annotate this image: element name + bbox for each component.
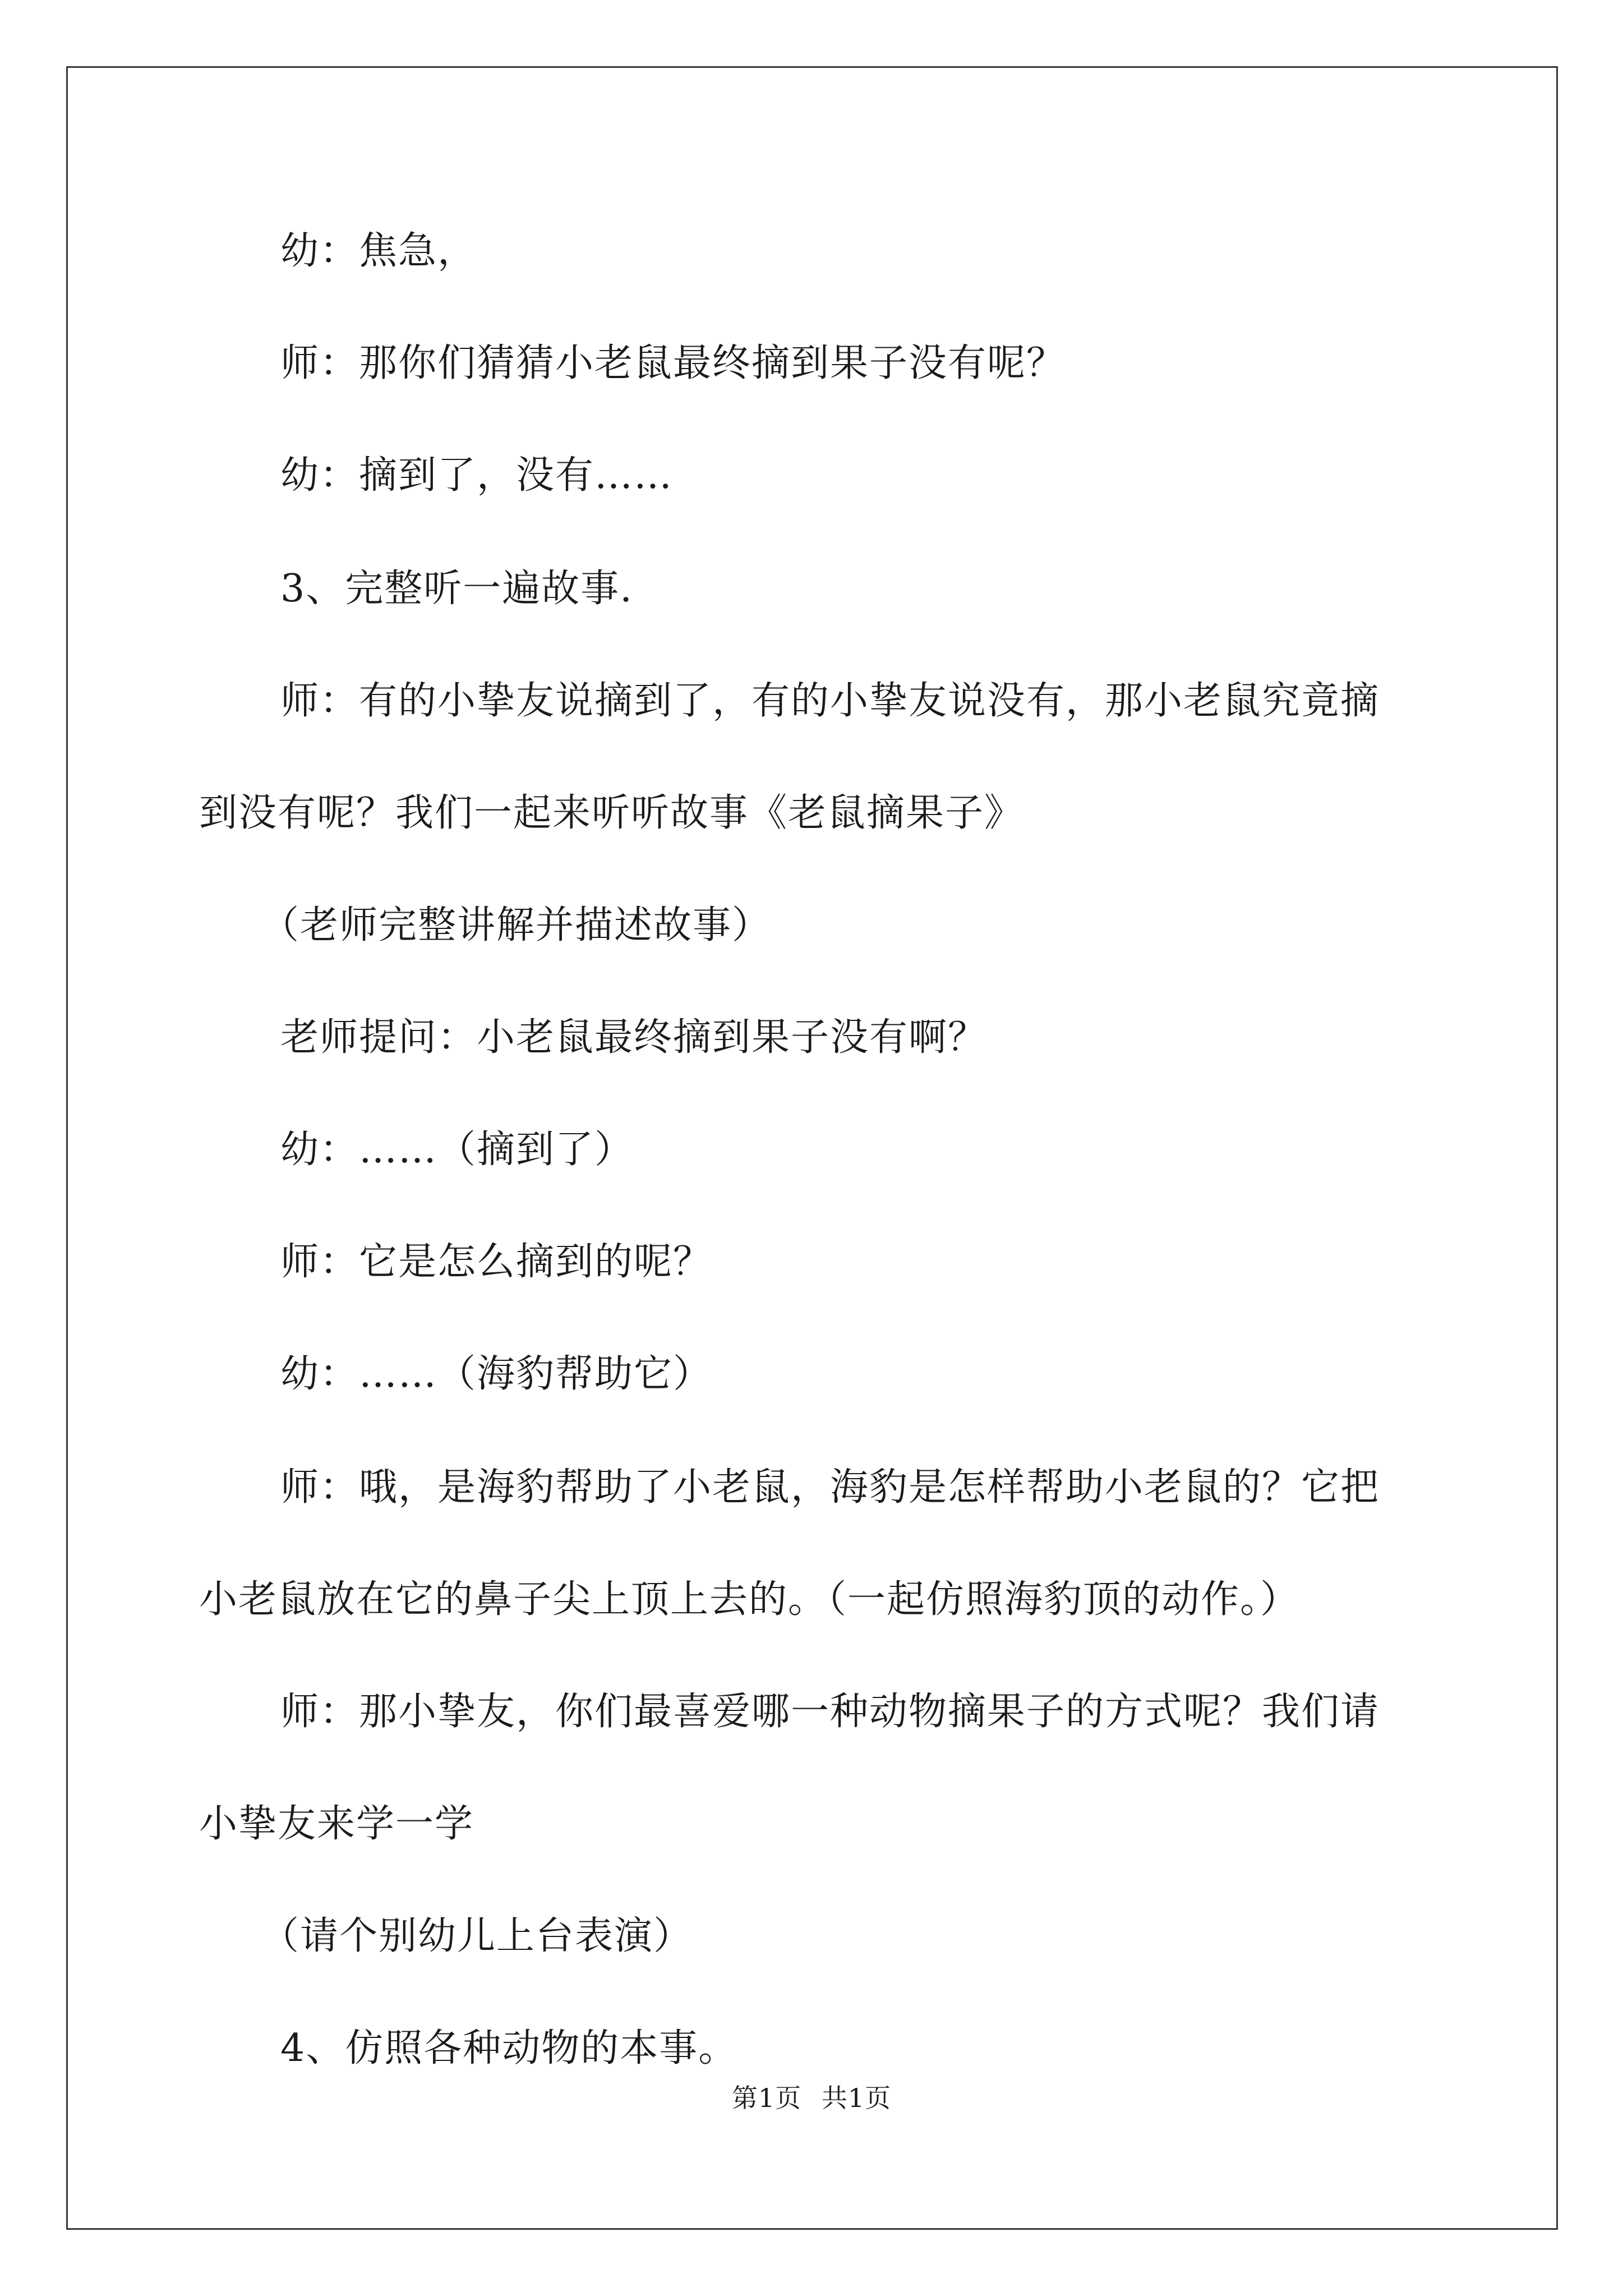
paragraph-12: 师：哦，是海豹帮助了小老鼠，海豹是怎样帮助小老鼠的？它把 <box>280 1465 1380 1510</box>
paragraph-5: 师：有的小挚友说摘到了，有的小挚友说没有，那小老鼠究竟摘 <box>280 679 1380 723</box>
total-pages-label: 共1页 <box>821 2083 892 2113</box>
paragraph-11: 幼：……（海豹帮助它） <box>280 1352 713 1396</box>
paragraph-13: 小老鼠放在它的鼻子尖上顶上去的。（一起仿照海豹顶的动作。） <box>199 1577 1300 1622</box>
current-page-label: 第1页 <box>731 2083 802 2113</box>
paragraph-6: 到没有呢？我们一起来听听故事《老鼠摘果子》 <box>199 791 1024 835</box>
paragraph-14: 师：那小挚友，你们最喜爱哪一种动物摘果子的方式呢？我们请 <box>280 1690 1380 1734</box>
paragraph-9: 幼：……（摘到了） <box>280 1128 634 1172</box>
paragraph-8: 老师提问：小老鼠最终摘到果子没有啊？ <box>280 1015 988 1060</box>
paragraph-15: 小挚友来学一学 <box>199 1802 474 1846</box>
paragraph-7: （老师完整讲解并描述故事） <box>261 903 772 947</box>
paragraph-2: 师：那你们猜猜小老鼠最终摘到果子没有呢？ <box>280 341 1066 385</box>
paragraph-3: 幼：摘到了，没有…… <box>280 453 674 498</box>
paragraph-17: 4、仿照各种动物的本事。 <box>280 2026 738 2070</box>
page-footer <box>0 2082 1623 2114</box>
paragraph-10: 师：它是怎么摘到的呢？ <box>280 1240 713 1284</box>
paragraph-1: 幼：焦急， <box>280 229 477 273</box>
paragraph-4: 3、完整听一遍故事. <box>280 567 633 611</box>
paragraph-16: （请个别幼儿上台表演） <box>261 1914 693 1958</box>
